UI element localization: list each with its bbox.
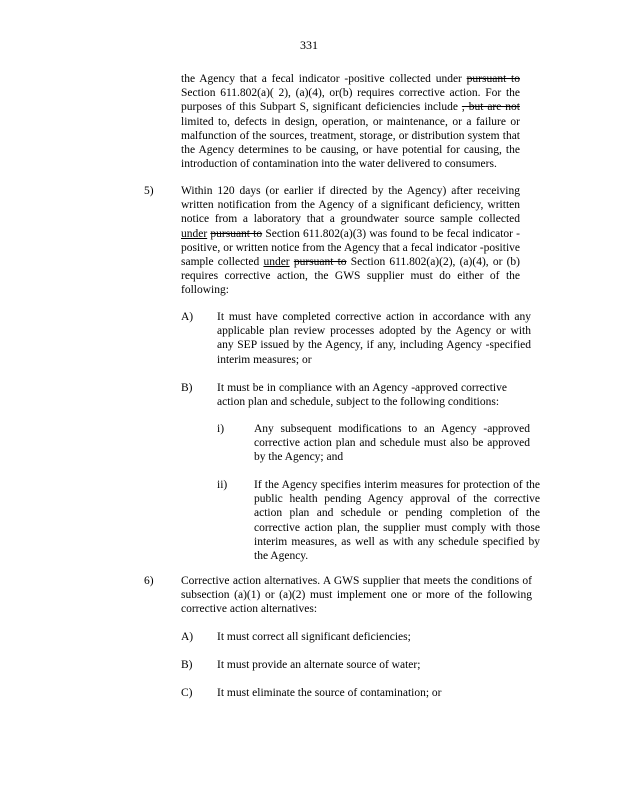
- item-5-paragraph: [181, 184, 520, 298]
- item-5-strikethrough-2: pursuant to: [293, 256, 347, 269]
- item-5-text-3: Section 611.802(a)(2), (a)(4), or (b) requires corrective action, the GWS supplier must do either of the following:: [181, 256, 521, 297]
- item-6c-label: C): [181, 687, 193, 699]
- intro-text-1: the Agency that a fecal indicator -positive collected under: [181, 73, 467, 85]
- item-5a-label: A): [181, 311, 194, 323]
- item-5b-ii-label: ii): [217, 479, 228, 491]
- item-5b-label: B): [181, 382, 193, 394]
- item-6a-text: It must correct all significant deficiencies;: [217, 631, 411, 643]
- item-5b-ii-text: If the Agency specifies interim measures for protection of the public health pending Agency approval of the corrective action plan and schedule or pending completion of the corrective action plan, the supplier must comply with those interim measures, as well as with any schedule specified by the Agency.: [254, 479, 540, 563]
- item-5-underline-1: under: [181, 227, 208, 240]
- page-number: 331: [300, 38, 318, 52]
- item-5-text-2: Section 611.802(a)(3) was found to be fecal indicator -positive, or written notice from the Agency that a fecal indicator -positive sample collected: [181, 227, 521, 269]
- intro-paragraph: [181, 72, 520, 171]
- item-5-label: 5): [144, 185, 154, 197]
- item-5b-text: It must be in compliance with an Agency -approved corrective action plan and schedule, subject to the following conditions:: [217, 382, 507, 409]
- item-5a-text: It must have completed corrective action in accordance with any applicable plan review processes adopted by the Agency or with any SEP issued by the Agency, if any, including Agency -specified interim measures; or: [217, 311, 531, 366]
- intro-strikethrough-1: pursuant to: [466, 73, 520, 85]
- intro-text-2: Section 611.802(a)( 2), (a)(4), or(b) requires corrective action. For the purposes of this Subpart S, significant deficiencies include: [181, 87, 520, 114]
- item-5-underline-2: under: [263, 256, 290, 269]
- item-5b-i-text: Any subsequent modifications to an Agency -approved corrective action plan and schedule must also be approved by the Agency; and: [254, 423, 530, 464]
- item-6-label: 6): [144, 575, 154, 587]
- item-5-text-1: Within 120 days (or earlier if directed by the Agency) after receiving written notification from the Agency of a significant deficiency, written notice from a laboratory that a groundwater source sample collected: [181, 185, 520, 226]
- intro-text-3: limited to, defects in design, operation, or maintenance, or a failure or malfunction of the sources, treatment, storage, or distribution system that the Agency determines to be causing, or have potential for causing, the introduction of contamination into the water delivered to consumers.: [181, 115, 520, 171]
- item-5b-i-label: i): [217, 423, 225, 435]
- item-6b-text: It must provide an alternate source of water;: [217, 659, 421, 671]
- intro-strikethrough-2: , but are not: [461, 101, 520, 114]
- item-6-text: Corrective action alternatives. A GWS supplier that meets the conditions of subsection (a)(1) or (a)(2) must implement one or more of the following corrective action alternatives:: [181, 575, 532, 616]
- item-6c-text: It must eliminate the source of contamination; or: [217, 687, 442, 699]
- item-6b-label: B): [181, 659, 193, 671]
- item-6a-label: A): [181, 631, 194, 643]
- item-5-strikethrough-1: pursuant to: [210, 227, 263, 240]
